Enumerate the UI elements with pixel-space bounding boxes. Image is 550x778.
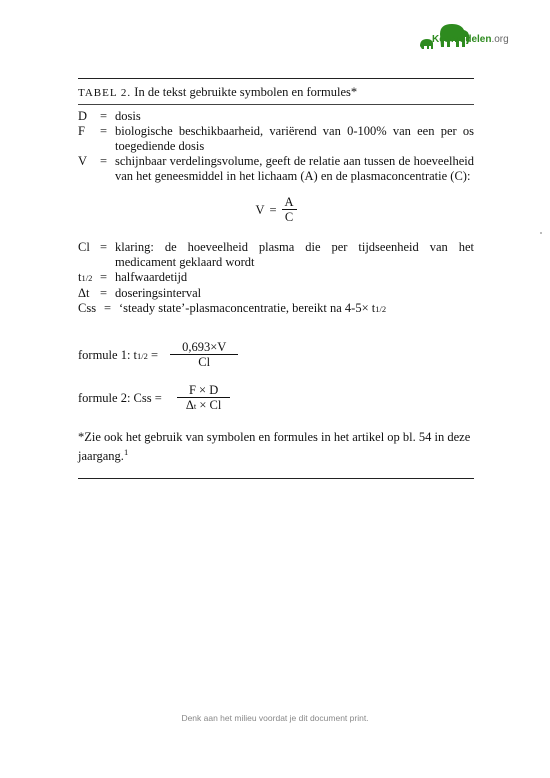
formula-lhs-subscript: 1/2 [137, 350, 148, 361]
denominator-rest: × Cl [196, 398, 222, 412]
definitions-list [78, 109, 474, 317]
definition-delta-t [78, 286, 474, 301]
equals: = [151, 347, 159, 362]
formula-2 [78, 383, 233, 414]
definition-main: ‘steady state’-plasmaconcentratie, bereikt na 4-5× [119, 301, 369, 315]
denominator: C [284, 210, 294, 224]
symbol [78, 270, 100, 286]
symbol-subscript: 1/2 [81, 273, 93, 283]
symbol-base: t [78, 270, 82, 284]
equals: = [100, 109, 108, 123]
definition-css [78, 301, 474, 317]
definition-v [78, 154, 474, 184]
formula-lhs: Css [133, 391, 152, 405]
definition-cl [78, 240, 474, 270]
logo-brand-text: Kennisdelen [432, 34, 492, 45]
denominator-delta: Δ [185, 398, 194, 412]
bottom-rule [78, 478, 474, 479]
kennisdelen-logo[interactable] [418, 16, 528, 56]
definition-text: dosis [115, 109, 141, 123]
page-footer: Denk aan het milieu voordat je dit document print. [181, 713, 369, 723]
symbol: Css [78, 301, 97, 315]
symbol: Δt [78, 286, 90, 300]
fraction [174, 383, 234, 414]
formula-1 [78, 340, 238, 370]
equals: = [100, 154, 108, 168]
equals: = [154, 391, 162, 405]
formula-label-text: formule 1: [78, 347, 131, 362]
definition-text: biologische beschikbaarheid, variërend van 0-100% van een per os toegediende dosis [115, 124, 474, 153]
formula-label [78, 391, 162, 406]
definition-text: doseringsinterval [115, 286, 202, 300]
table-footnote [78, 430, 474, 464]
definition-tail: t [371, 301, 376, 315]
volume-formula [78, 195, 474, 225]
definition-text: halfwaardetijd [115, 270, 188, 284]
scan-mark [540, 232, 542, 234]
equals: = [100, 270, 108, 284]
symbol: F [78, 124, 85, 138]
numerator: A [282, 195, 297, 210]
denominator [174, 398, 234, 414]
definition-text: schijnbaar verdelingsvolume, geeft de relatie aan tussen de hoeveelheid van het geneesmiddel in het lichaam (A) en de plasmaconcentratie (C): [115, 154, 474, 183]
symbol: Cl [78, 240, 90, 254]
definition-text: klaring: de hoeveelheid plasma die per tijdseenheid van het medicament geklaard wordt [115, 240, 474, 269]
symbol: D [78, 109, 88, 123]
caption-rule [78, 104, 474, 105]
table-caption [78, 85, 357, 100]
numerator: F × D [177, 383, 230, 398]
equals: = [269, 202, 277, 217]
equals: = [100, 124, 108, 138]
numerator: 0,693×V [170, 340, 238, 355]
formula-label [78, 348, 158, 363]
definition-f [78, 124, 474, 154]
equals: = [100, 286, 108, 300]
formula-lhs: V [255, 202, 265, 217]
table-title: In de tekst gebruikte symbolen en formules* [134, 85, 358, 99]
equals: = [100, 240, 108, 254]
formula-label-text: formule 2: [78, 391, 131, 405]
table-label: TABEL 2. [78, 87, 132, 99]
denominator-subscript: t [193, 401, 197, 411]
fraction [170, 340, 238, 370]
equals: = [104, 301, 112, 315]
fraction [282, 195, 297, 225]
symbol: V [78, 154, 88, 168]
formula-lhs: t [133, 347, 138, 362]
logo-brand-suffix: .org [491, 34, 509, 45]
denominator: Cl [198, 355, 211, 369]
definition-d [78, 109, 474, 124]
top-rule [78, 78, 474, 79]
definition-tail-subscript: 1/2 [375, 304, 387, 314]
definition-text [119, 301, 474, 317]
footnote-text: *Zie ook het gebruik van symbolen en formules in het artikel op bl. 54 in deze jaargang. [78, 430, 471, 464]
definition-t-half [78, 270, 474, 286]
footnote-reference: 1 [123, 447, 129, 457]
